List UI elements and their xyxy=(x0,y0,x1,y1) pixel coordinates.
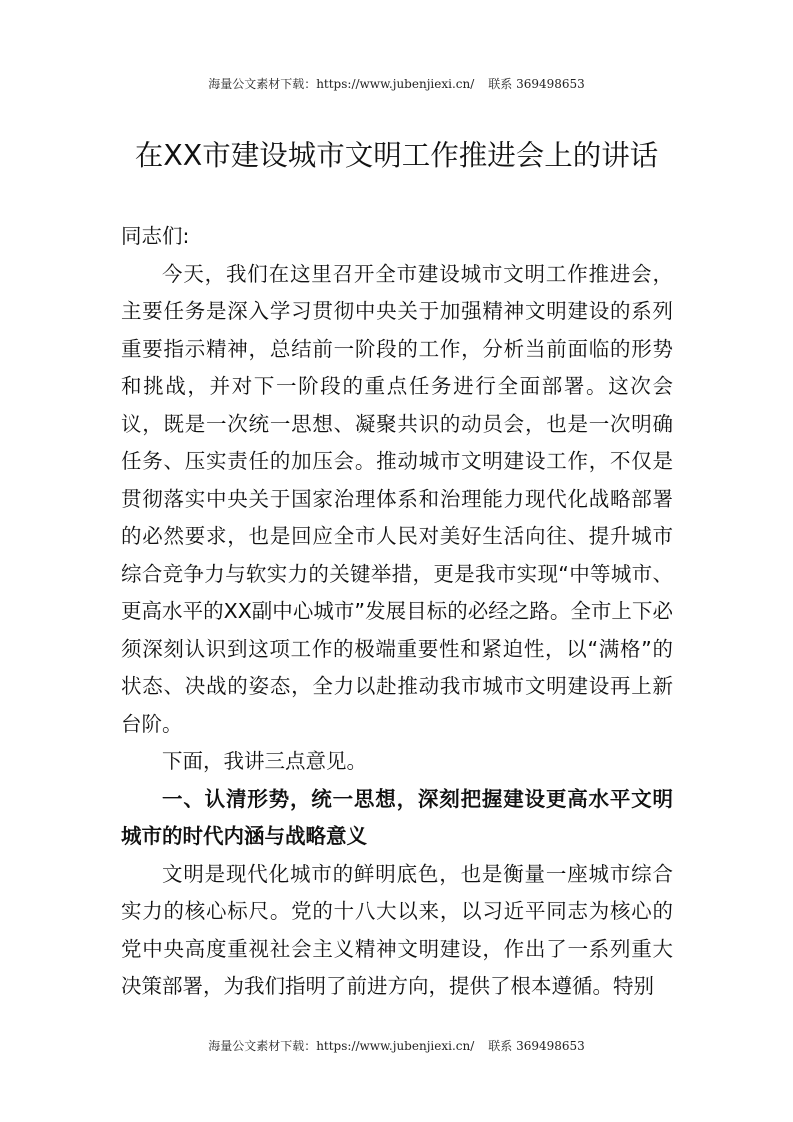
paragraph-transition: 下面，我讲三点意见。 xyxy=(162,749,367,773)
document-title: 在XX市建设城市文明工作推进会上的讲话 xyxy=(134,139,659,172)
salutation: 同志们: xyxy=(121,224,190,248)
page-footer xyxy=(0,1037,793,1054)
header-source-text: 海量公文素材下载：https://www.jubenjiexi.cn/ xyxy=(208,77,475,91)
paragraph-section-1: 文明是现代化城市的鲜明底色，也是衡量一座城市综合实力的核心标尺。党的十八大以来，以习近平同志为核心的党中央高度重视社会主义精神文明建设，作出了一系列重大决策部署，为我们指明了前进方向，提供了根本遵循。特别 xyxy=(121,861,673,998)
section-heading-1: 一、认清形势，统一思想，深刻把握建设更高水平文明城市的时代内涵与战略意义 xyxy=(121,786,673,848)
page-header xyxy=(0,75,793,92)
footer-contact-text: 联系 369498653 xyxy=(488,1039,585,1053)
header-contact-text: 联系 369498653 xyxy=(488,77,585,91)
paragraph-intro: 今天，我们在这里召开全市建设城市文明工作推进会，主要任务是深入学习贯彻中央关于加强精神文明建设的系列重要指示精神，总结前一阶段的工作，分析当前面临的形势和挑战，并对下一阶段的重点任务进行全面部署。这次会议，既是一次统一思想、凝聚共识的动员会，也是一次明确任务、压实责任的加压会。推动城市文明建设工作，不仅是贯彻落实中央关于国家治理体系和治理能力现代化战略部署的必然要求，也是回应全市人民对美好生活向往、提升城市综合竞争力与软实力的关键举措，更是我市实现“中等城市、更高水平的XX副中心城市”发展目标的必经之路。全市上下必须深刻认识到这项工作的极端重要性和紧迫性，以“满格”的状态、决战的姿态，全力以赴推动我市城市文明建设再上新台阶。 xyxy=(121,261,673,736)
document-body xyxy=(121,218,673,1006)
footer-source-text: 海量公文素材下载：https://www.jubenjiexi.cn/ xyxy=(208,1039,475,1053)
